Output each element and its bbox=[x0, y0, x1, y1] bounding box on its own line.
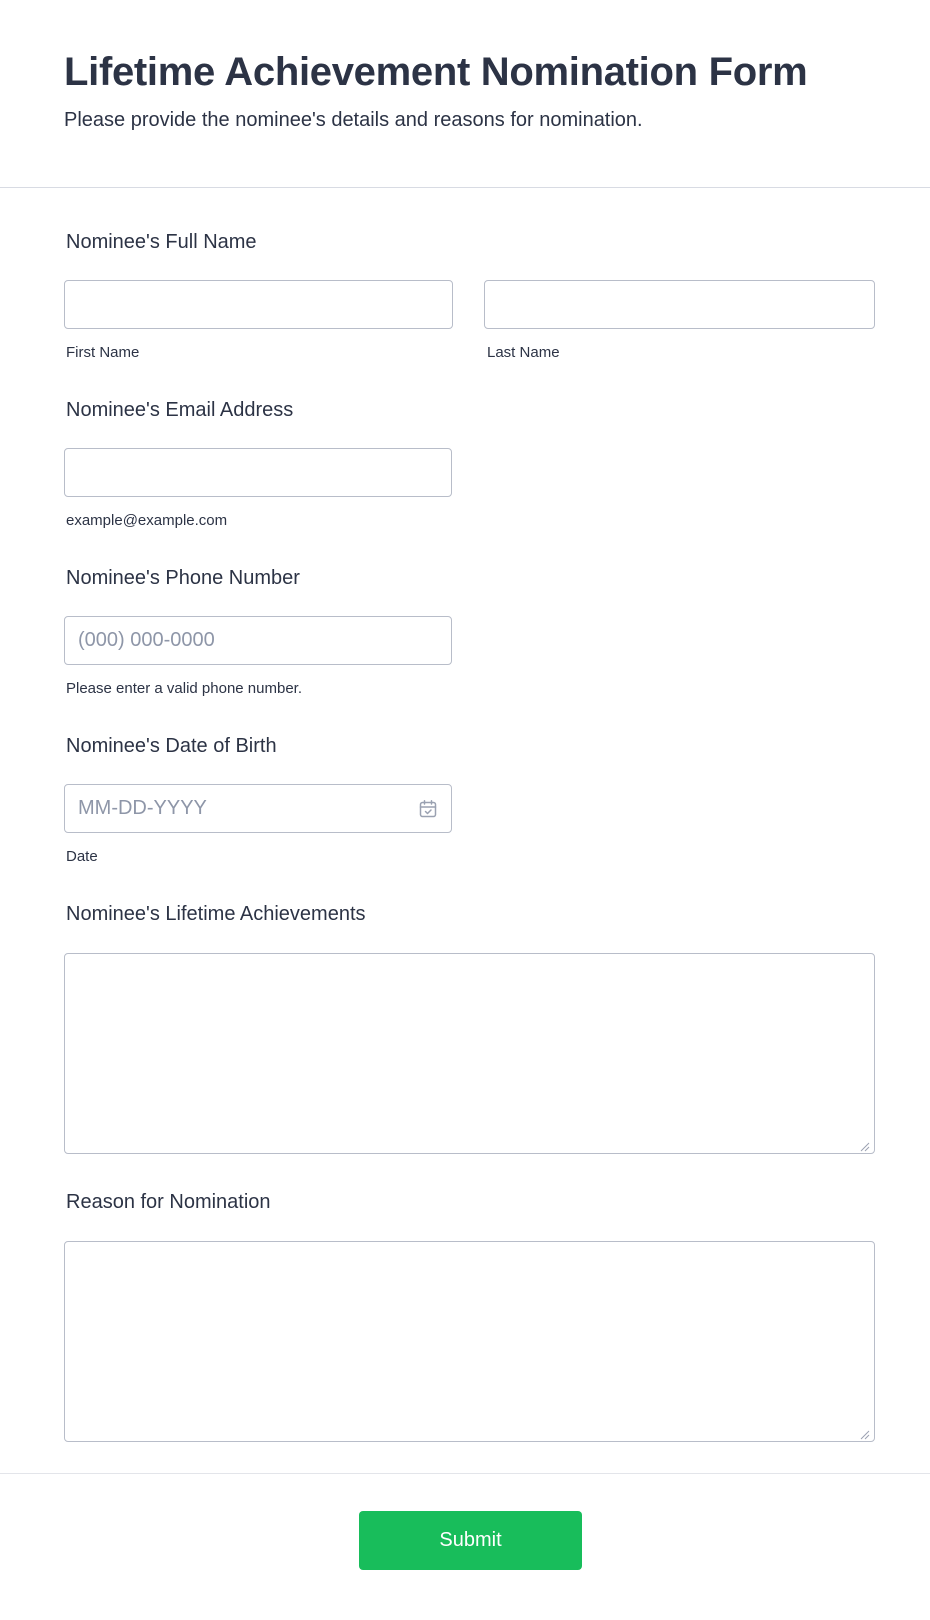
resize-handle-icon[interactable] bbox=[860, 1139, 870, 1149]
achievements-label: Nominee's Lifetime Achievements bbox=[66, 903, 366, 925]
email-label: Nominee's Email Address bbox=[66, 399, 294, 421]
last-name-sublabel: Last Name bbox=[487, 344, 560, 361]
email-input[interactable] bbox=[64, 448, 452, 497]
achievements-textarea[interactable] bbox=[64, 953, 875, 1154]
form-title: Lifetime Achievement Nomination Form bbox=[64, 50, 808, 94]
reason-label: Reason for Nomination bbox=[66, 1191, 271, 1213]
first-name-input[interactable] bbox=[64, 280, 453, 329]
phone-input[interactable] bbox=[64, 616, 452, 665]
dob-label: Nominee's Date of Birth bbox=[66, 735, 277, 757]
last-name-input[interactable] bbox=[484, 280, 875, 329]
submit-button[interactable]: Submit bbox=[359, 1511, 582, 1570]
calendar-icon[interactable] bbox=[418, 799, 438, 819]
form-subtitle: Please provide the nominee's details and reasons for nomination. bbox=[64, 109, 643, 131]
first-name-sublabel: First Name bbox=[66, 344, 140, 361]
dob-sublabel: Date bbox=[66, 848, 98, 865]
full-name-label: Nominee's Full Name bbox=[66, 231, 257, 253]
reason-textarea[interactable] bbox=[64, 1241, 875, 1442]
dob-input[interactable] bbox=[64, 784, 452, 833]
email-sublabel: example@example.com bbox=[66, 512, 228, 529]
resize-handle-icon[interactable] bbox=[860, 1427, 870, 1437]
phone-sublabel: Please enter a valid phone number. bbox=[66, 680, 302, 697]
form-header bbox=[0, 0, 930, 188]
phone-label: Nominee's Phone Number bbox=[66, 567, 300, 589]
